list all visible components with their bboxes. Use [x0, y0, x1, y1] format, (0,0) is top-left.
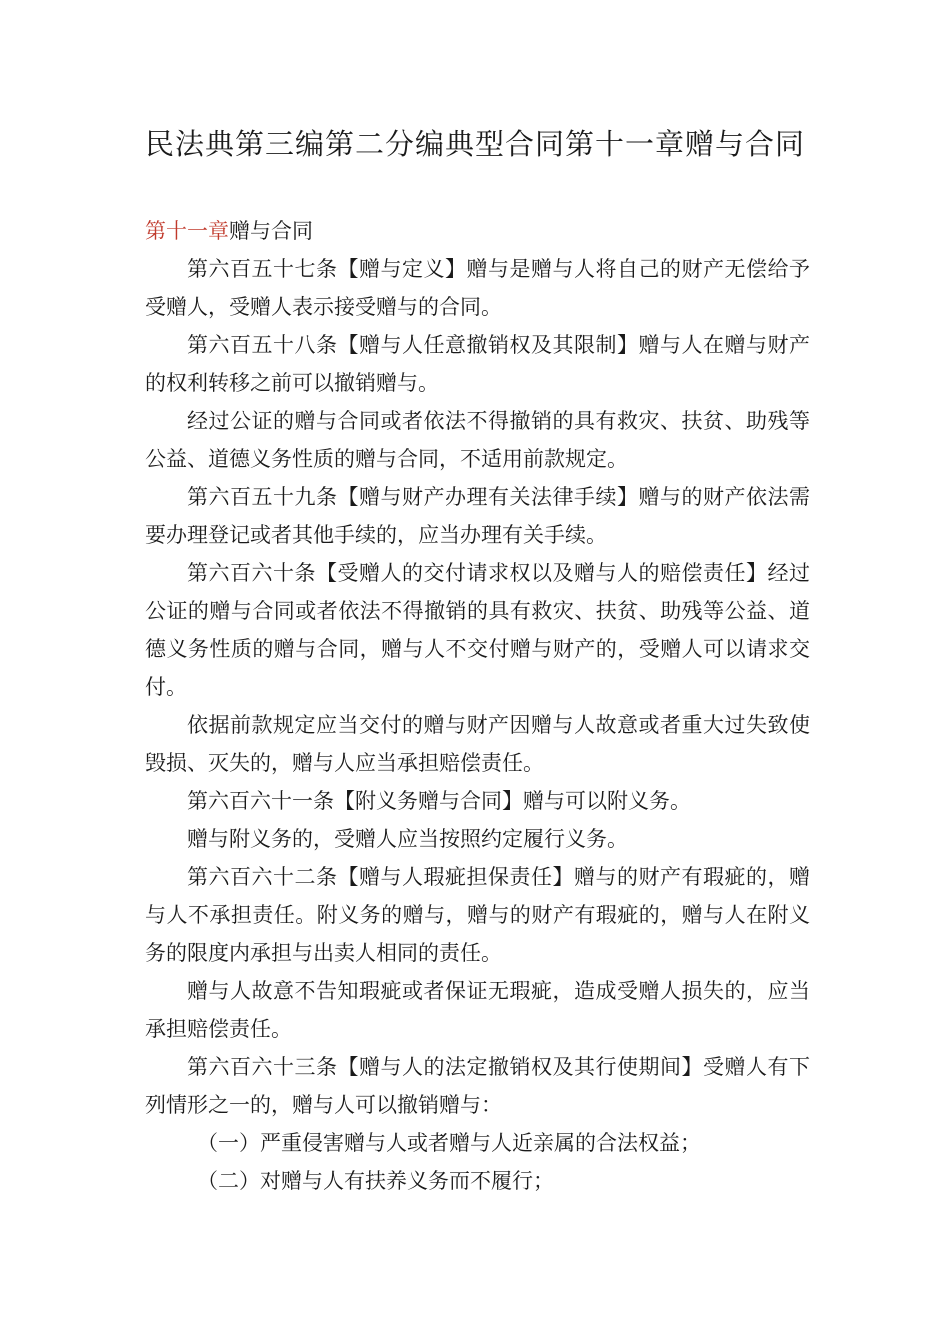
- chapter-heading: [145, 212, 810, 250]
- paragraph-article-657: 第六百五十七条【赠与定义】赠与是赠与人将自己的财产无偿给予受赠人，受赠人表示接受赠与的合同。: [145, 257, 810, 319]
- paragraph-article-658: 第六百五十八条【赠与人任意撤销权及其限制】赠与人在赠与财产的权利转移之前可以撤销赠与。: [145, 333, 810, 395]
- paragraph-article-663: 第六百六十三条【赠与人的法定撤销权及其行使期间】受赠人有下列情形之一的，赠与人可以撤销赠与：: [145, 1055, 810, 1117]
- chapter-name: 赠与合同: [229, 219, 313, 243]
- chapter-number: 第十一章: [145, 219, 229, 243]
- paragraph-article-660-clause-2: 依据前款规定应当交付的赠与财产因赠与人故意或者重大过失致使毁损、灭失的，赠与人应当承担赔偿责任。: [145, 713, 810, 775]
- document-body: [145, 212, 810, 1200]
- paragraph-article-661: 第六百六十一条【附义务赠与合同】赠与可以附义务。: [187, 789, 691, 813]
- paragraph-article-659: 第六百五十九条【赠与财产办理有关法律手续】赠与的财产依法需要办理登记或者其他手续的，应当办理有关手续。: [145, 485, 810, 547]
- paragraph-article-660: 第六百六十条【受赠人的交付请求权以及赠与人的赔偿责任】经过公证的赠与合同或者依法不得撤销的具有救灾、扶贫、助残等公益、道德义务性质的赠与合同，赠与人不交付赠与财产的，受赠人可以请求交付。: [145, 561, 810, 699]
- paragraph-article-661-clause-2: 赠与附义务的，受赠人应当按照约定履行义务。: [187, 827, 628, 851]
- list-item: （二）对赠与人有扶养义务而不履行；: [197, 1169, 554, 1193]
- list-item: （一）严重侵害赠与人或者赠与人近亲属的合法权益；: [197, 1131, 701, 1155]
- document-title: 民法典第三编第二分编典型合同第十一章赠与合同: [144, 127, 805, 161]
- paragraph-article-662: 第六百六十二条【赠与人瑕疵担保责任】赠与的财产有瑕疵的，赠与人不承担责任。附义务的赠与，赠与的财产有瑕疵的，赠与人在附义务的限度内承担与出卖人相同的责任。: [145, 865, 810, 965]
- paragraph-article-658-clause-2: 经过公证的赠与合同或者依法不得撤销的具有救灾、扶贫、助残等公益、道德义务性质的赠与合同，不适用前款规定。: [145, 409, 810, 471]
- paragraph-article-662-clause-2: 赠与人故意不告知瑕疵或者保证无瑕疵，造成受赠人损失的，应当承担赔偿责任。: [145, 979, 810, 1041]
